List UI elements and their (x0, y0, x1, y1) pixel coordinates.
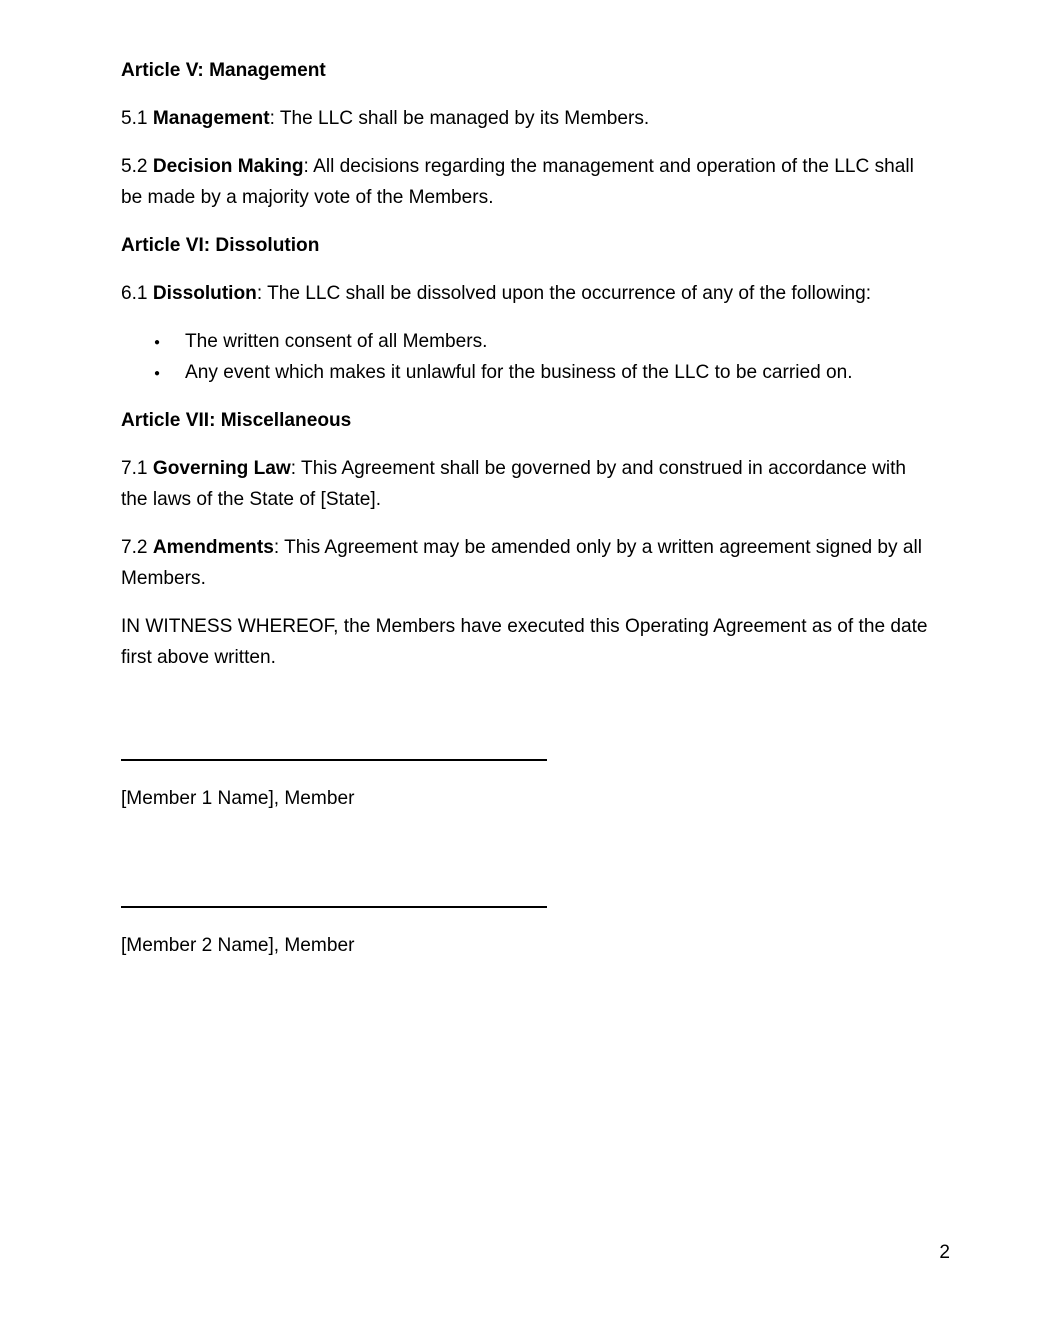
article-5-heading: Article V: Management (121, 60, 326, 81)
clause-6-1-term: Dissolution (152, 283, 257, 304)
clause-5-1-number: 5.1 (121, 108, 153, 129)
clause-7-1-number: 7.1 (121, 458, 153, 479)
clause-5-1-text: : The LLC shall be managed by its Members. (269, 108, 650, 129)
signature-label-member-1: [Member 1 Name], Member (121, 788, 355, 809)
clause-6-1 (121, 278, 937, 309)
clause-5-1 (121, 103, 937, 134)
signature-label-member-2: [Member 2 Name], Member (121, 935, 355, 956)
signature-line-member-2 (121, 883, 547, 908)
clause-6-1-number: 6.1 (121, 283, 153, 304)
clause-5-2-term: Decision Making (152, 156, 304, 177)
article-7-heading: Article VII: Miscellaneous (121, 410, 352, 431)
list-item-text: The written consent of all Members. (185, 331, 488, 352)
page-number: 2 (939, 1242, 950, 1263)
clause-5-1-term: Management (152, 108, 270, 129)
clause-7-2-term: Amendments (152, 537, 274, 558)
list-item (154, 326, 937, 357)
clause-7-2 (121, 532, 937, 594)
dissolution-events-list (121, 326, 937, 388)
clause-5-2-text: : All decisions regarding the management and operation of the LLC shall be made by a majority vote of the Members. (121, 156, 914, 208)
list-item-text: Any event which makes it unlawful for the business of the LLC to be carried on. (185, 362, 853, 383)
list-item (154, 357, 937, 388)
bullet-icon: ● (154, 368, 161, 379)
clause-7-1-term: Governing Law (152, 458, 291, 479)
clause-7-2-text: : This Agreement may be amended only by a written agreement signed by all Members. (121, 537, 922, 589)
clause-7-1-text: : This Agreement shall be governed by and construed in accordance with the laws of the State of [State]. (121, 458, 907, 510)
bullet-icon: ● (154, 337, 161, 348)
clause-7-2-number: 7.2 (121, 537, 153, 558)
witness-clause: IN WITNESS WHEREOF, the Members have executed this Operating Agreement as of the date first above written. (121, 616, 928, 668)
clause-5-2-number: 5.2 (121, 156, 153, 177)
signature-line-member-1 (121, 736, 547, 761)
article-6-heading: Article VI: Dissolution (121, 235, 320, 256)
clause-6-1-text: : The LLC shall be dissolved upon the occurrence of any of the following: (256, 283, 872, 304)
clause-5-2 (121, 151, 937, 213)
clause-7-1 (121, 453, 937, 515)
